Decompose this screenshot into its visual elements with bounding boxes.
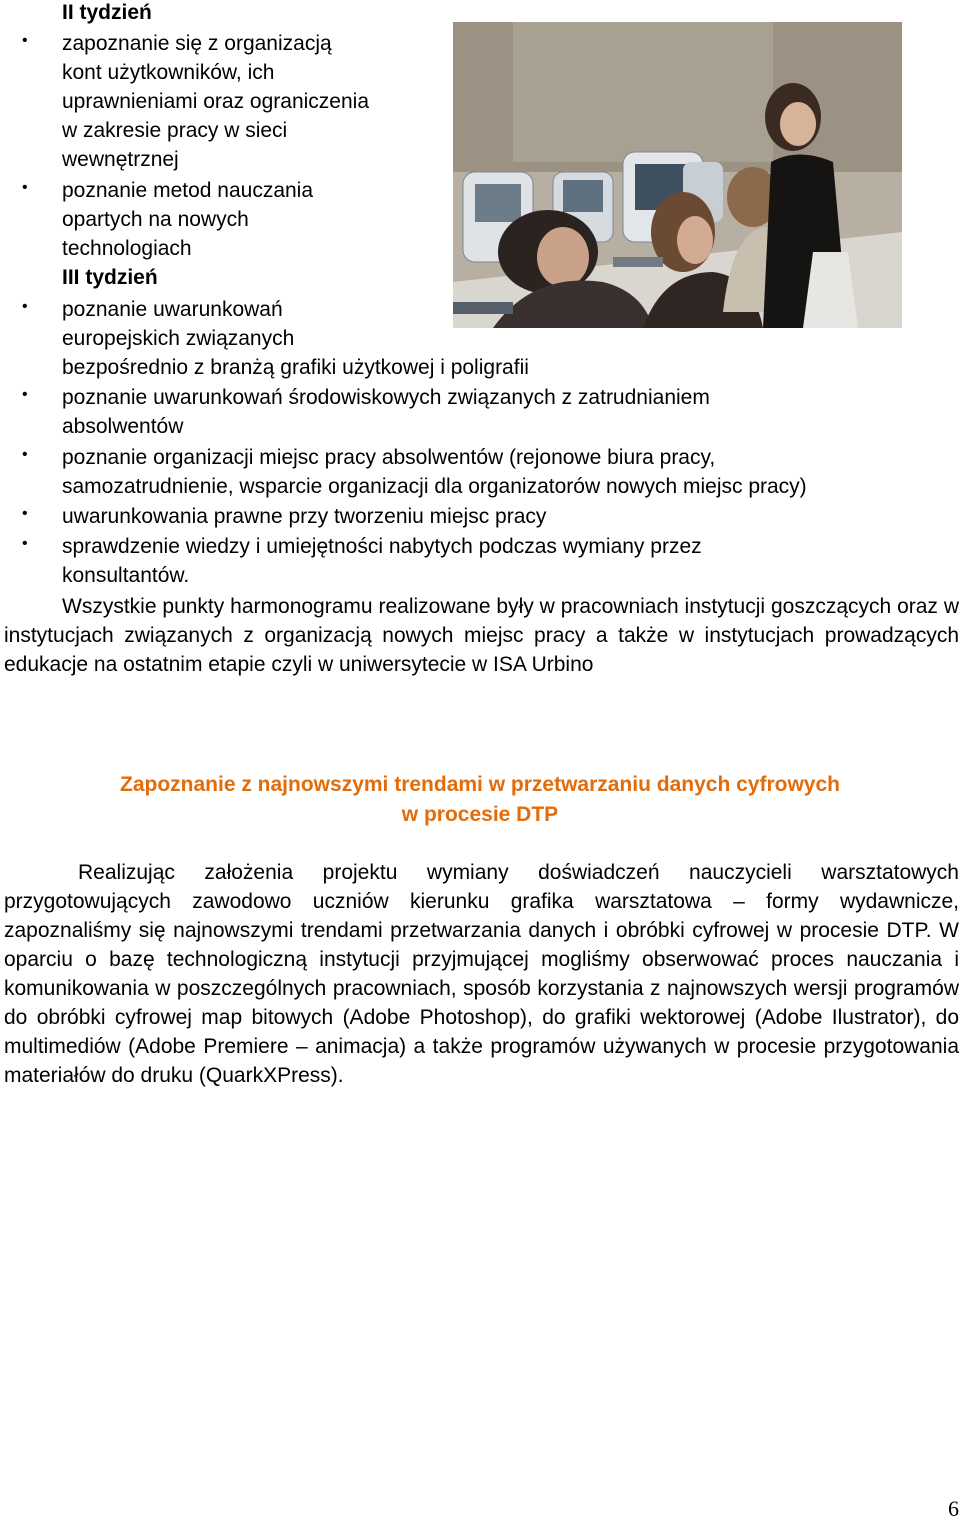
week2-item2-line2: opartych na nowych: [62, 208, 249, 231]
bullet-icon: •: [22, 505, 28, 522]
week3-item4-line1: uwarunkowania prawne przy tworzeniu miejsc pracy: [62, 505, 547, 528]
dtp-paragraph: Realizując założenia projektu wymiany doświadczeń nauczycieli warsztatowych przygotowujących zawodowo uczniów kierunku grafika warsztatowa – formy wydawnicze, zapoznaliśmy się najnowszymi trendami przetwarzania danych i obróbki cyfrowej w procesie DTP. W oparciu o bazę technologiczną instytucji przyjmującej mogliśmy obserwować proces nauczania i komunikowania w poszczególnych pracowniach, sposób korzystania z najnowszych wersji programów do obróbki cyfrowej map bitowych (Adobe Photoshop), do grafiki wektorowej (Adobe Ilustrator), do multimediów (Adobe Premiere – animacja) a także programów używanych w procesie przygotowania materiałów do druku (QuarkXPress).: [4, 861, 959, 1087]
bullet-icon: •: [22, 179, 28, 196]
week2-item1-line2: kont użytkowników, ich: [62, 61, 275, 84]
week3-item2-line1: poznanie uwarunkowań środowiskowych związanych z zatrudnianiem: [62, 386, 710, 409]
bullet-icon: •: [22, 446, 28, 463]
week2-item1-line1: zapoznanie się z organizacją: [62, 32, 332, 55]
week3-item1-line3: bezpośrednio z branżą grafiki użytkowej i poligrafii: [62, 356, 529, 379]
week2-item1-line4: w zakresie pracy w sieci: [62, 119, 288, 142]
week3-item1-line2: europejskich związanych: [62, 327, 295, 350]
bullet-icon: •: [22, 298, 28, 315]
classroom-photo: [453, 22, 902, 328]
week2-item1-line5: wewnętrznej: [62, 148, 179, 171]
bullet-icon: •: [22, 32, 28, 49]
week2-item2-line1: poznanie metod nauczania: [62, 179, 314, 202]
harmonogram-paragraph: Wszystkie punkty harmonogramu realizowane były w pracowniach instytucji goszczących oraz w instytucjach związanych z organizacją nowych miejsc pracy a także w instytucjach prowadzących edukacje na ostatnim etapie czyli w uniwersytecie w ISA Urbino: [4, 595, 959, 676]
week3-heading: III tydzień: [62, 266, 158, 289]
section-heading-line2: w procesie DTP: [401, 803, 559, 826]
week3-item5-line2: konsultantów.: [62, 564, 190, 587]
week3-item5-line1: sprawdzenie wiedzy i umiejętności nabytych podczas wymiany przez: [62, 535, 702, 558]
week2-item1-line3: uprawnieniami oraz ograniczenia: [62, 90, 370, 113]
week2-item2-line3: technologiach: [62, 237, 192, 260]
bullet-icon: •: [22, 535, 28, 552]
week3-item2-line2: absolwentów: [62, 415, 184, 438]
bullet-icon: •: [22, 386, 28, 403]
week3-item3-line2: samozatrudnienie, wsparcie organizacji dla organizatorów nowych miejsc pracy): [62, 475, 807, 498]
week3-item1-line1: poznanie uwarunkowań: [62, 298, 283, 321]
week2-heading: II tydzień: [62, 1, 152, 24]
section-heading-line1: Zapoznanie z najnowszymi trendami w przetwarzaniu danych cyfrowych: [120, 773, 840, 796]
week3-item3-line1: poznanie organizacji miejsc pracy absolwentów (rejonowe biura pracy,: [62, 446, 716, 469]
page-number: 6: [948, 1496, 959, 1521]
